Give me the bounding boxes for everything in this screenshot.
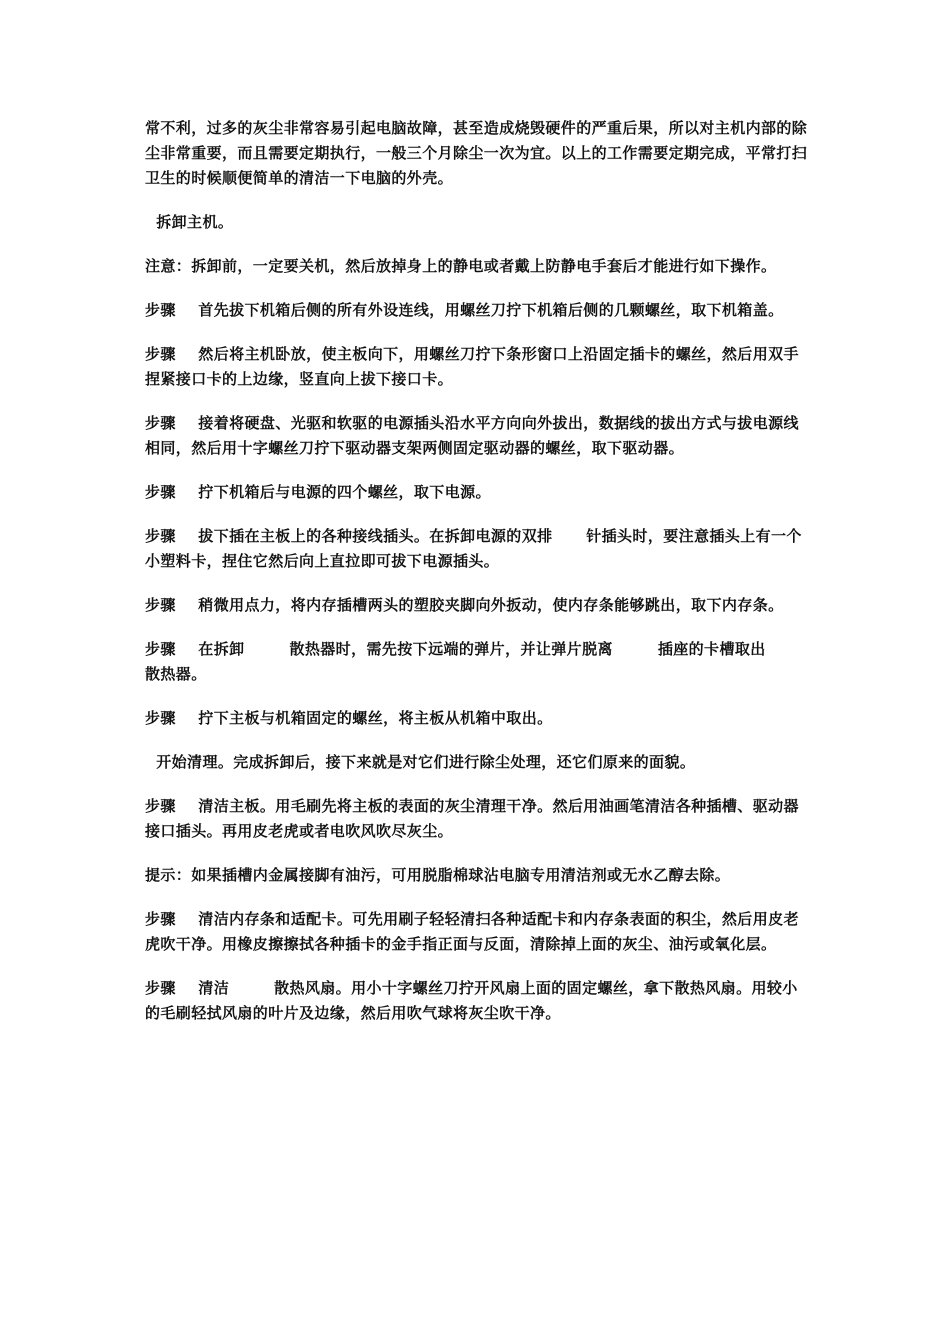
step-remove-cards: 步骤 然后将主机卧放，使主板向下，用螺丝刀拧下条形窗口上沿固定插卡的螺丝，然后用双手捏紧接口卡的上边缘，竖直向上拔下接口卡。 xyxy=(145,345,799,388)
step-remove-heatsink: 步骤 在拆卸 散热器时，需先按下远端的弹片，并让弹片脱离 插座的卡槽取出 散热器。 xyxy=(145,640,811,683)
note-before-disassemble: 注意：拆卸前，一定要关机，然后放掉身上的静电或者戴上防静电手套后才能进行如下操作。 xyxy=(145,257,777,275)
paragraph-intro: 常不利，过多的灰尘非常容易引起电脑故障，甚至造成烧毁硬件的严重后果，所以对主机内部的除尘非常重要，而且需要定期执行，一般三个月除尘一次为宜。以上的工作需要定期完成，平常打扫卫生的时候顺便简单的清洁一下电脑的外壳。 xyxy=(145,119,808,187)
step-remove-psu: 步骤 拧下机箱后与电源的四个螺丝，取下电源。 xyxy=(145,483,491,501)
heading-disassemble: 拆卸主机。 xyxy=(145,213,234,231)
step-remove-drives: 步骤 接着将硬盘、光驱和软驱的电源插头沿水平方向向外拔出，数据线的拔出方式与拔电源线相同，然后用十字螺丝刀拧下驱动器支架两侧固定驱动器的螺丝，取下驱动器。 xyxy=(145,414,799,457)
step-unplug-connectors: 步骤 拔下插在主板上的各种接线插头。在拆卸电源的双排 针插头时，要注意插头上有一个小塑料卡，捏住它然后向上直拉即可拔下电源插头。 xyxy=(145,527,802,570)
step-remove-motherboard: 步骤 拧下主板与机箱固定的螺丝，将主板从机箱中取出。 xyxy=(145,709,553,727)
step-clean-memory-cards: 步骤 清洁内存条和适配卡。可先用刷子轻轻清扫各种适配卡和内存条表面的积尘，然后用皮老虎吹干净。用橡皮擦擦拭各种插卡的金手指正面与反面，清除掉上面的灰尘、油污或氧化层。 xyxy=(145,910,799,953)
heading-start-cleaning: 开始清理。完成拆卸后，接下来就是对它们进行除尘处理，还它们原来的面貌。 xyxy=(145,753,696,771)
step-remove-cover: 步骤 首先拔下机箱后侧的所有外设连线，用螺丝刀拧下机箱后侧的几颗螺丝，取下机箱盖。 xyxy=(145,301,784,319)
document-body xyxy=(145,116,810,1045)
step-remove-memory: 步骤 稍微用点力，将内存插槽两头的塑胶夹脚向外扳动，使内存条能够跳出，取下内存条。 xyxy=(145,596,784,614)
step-clean-fan: 步骤 清洁 散热风扇。用小十字螺丝刀拧开风扇上面的固定螺丝，拿下散热风扇。用较小的毛刷轻拭风扇的叶片及边缘，然后用吹气球将灰尘吹干净。 xyxy=(145,979,798,1022)
step-clean-motherboard: 步骤 清洁主板。用毛刷先将主板的表面的灰尘清理干净。然后用油画笔清洁各种插槽、驱动器接口插头。再用皮老虎或者电吹风吹尽灰尘。 xyxy=(145,797,799,840)
tip-oily-pins: 提示：如果插槽内金属接脚有油污，可用脱脂棉球沾电脑专用清洁剂或无水乙醇去除。 xyxy=(145,866,731,884)
